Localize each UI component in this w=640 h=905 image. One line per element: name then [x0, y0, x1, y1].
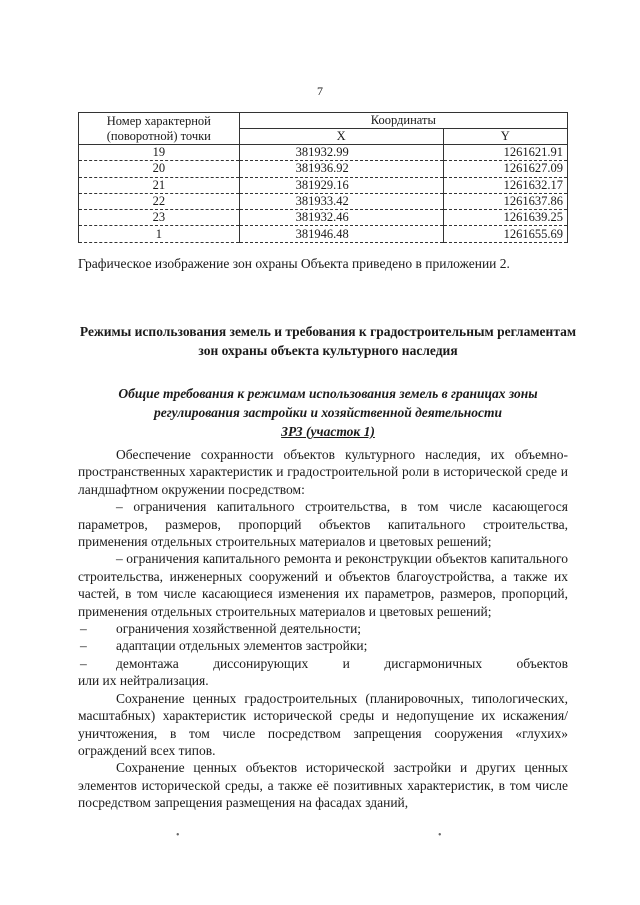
table-row: [79, 193, 568, 209]
paragraph: Сохранение ценных объектов исторической застройки и других ценных элементов исторической среды, а также её позитивных характеристик, в том числе посредством запрещения размещения на фасадах зданий,: [78, 760, 568, 811]
paragraph: или их нейтрализация.: [78, 673, 209, 689]
table-row: [79, 226, 568, 242]
x-cell: 381932.99: [239, 145, 443, 161]
section-heading: Режимы использования земель и требования к градостроительным регламентам зон охраны объекта культурного наследия: [79, 324, 577, 358]
list-item-text: демонтажа диссонирующих и дисгармоничных объектов: [116, 655, 568, 671]
table-row: [79, 145, 568, 161]
zone-label: ЗРЗ (участок 1): [281, 424, 375, 439]
y-cell: 1261639.25: [443, 210, 567, 226]
y-cell: 1261637.86: [443, 193, 567, 209]
y-cell: 1261627.09: [443, 161, 567, 177]
paragraph: – ограничения капитального строительства, в том числе касающегося параметров, размеров, пропорций объектов капитального строительства, применения отдельных строительных материалов и цветовых решений;: [78, 499, 568, 550]
x-cell: 381929.16: [239, 177, 443, 193]
list-item-text: ограничения хозяйственной деятельности;: [116, 621, 362, 637]
y-cell: 1261632.17: [443, 177, 567, 193]
header-coordinates: Координаты: [239, 113, 567, 129]
list-item-text: адаптации отдельных элементов застройки;: [116, 638, 368, 654]
table-row: [79, 210, 568, 226]
header-y: Y: [443, 129, 567, 145]
dash-marker: –: [80, 621, 87, 637]
header-point: Номер характерной (поворотной) точки: [79, 113, 240, 145]
table-row: [79, 161, 568, 177]
header-x: X: [239, 129, 443, 145]
paragraph: – ограничения капитального ремонта и реконструкции объектов капитального строительства, инженерных сооружений и объектов благоустройства, а также их частей, в том числе касающиеся изменения их параметров, размеров, пропорций, применения отдельных строительных материалов и цветовых решений;: [78, 551, 568, 619]
coordinates-table: [78, 112, 568, 243]
list-item: [78, 637, 568, 654]
dash-marker: –: [80, 655, 87, 671]
x-cell: 381932.46: [239, 210, 443, 226]
point-cell: 21: [79, 177, 240, 193]
body-text: [78, 446, 568, 812]
page-number: 7: [317, 84, 323, 98]
x-cell: 381933.42: [239, 193, 443, 209]
paragraph: Обеспечение сохранности объектов культурного наследия, их объемно-пространственных характеристик и градостроительной роли в исторической среде и ландшафтном окружении посредством:: [78, 447, 568, 497]
x-cell: 381936.92: [239, 161, 443, 177]
y-cell: 1261655.69: [443, 226, 567, 242]
table-row: [79, 177, 568, 193]
list-item: [78, 655, 568, 672]
point-cell: 1: [79, 226, 240, 242]
scan-mark: •: [438, 830, 442, 841]
point-cell: 19: [79, 145, 240, 161]
point-cell: 20: [79, 161, 240, 177]
subsection-heading: [78, 384, 578, 441]
subsection-title: Общие требования к режимам использования земель в границах зоны регулирования застройки и хозяйственной деятельности: [118, 386, 538, 420]
annex-caption: Графическое изображение зон охраны Объекта приведено в приложении 2.: [78, 256, 510, 271]
dash-marker: –: [80, 638, 87, 654]
point-cell: 23: [79, 210, 240, 226]
x-cell: 381946.48: [239, 226, 443, 242]
point-cell: 22: [79, 193, 240, 209]
y-cell: 1261621.91: [443, 145, 567, 161]
scan-mark: •: [176, 830, 180, 841]
paragraph: Сохранение ценных градостроительных (планировочных, типологических, масштабных) характеристик исторической среды и недопущение их искажения/уничтожения, в том числе посредством запрещения сооружения «глухих» ограждений всех типов.: [78, 690, 568, 758]
list-item: [78, 620, 568, 637]
